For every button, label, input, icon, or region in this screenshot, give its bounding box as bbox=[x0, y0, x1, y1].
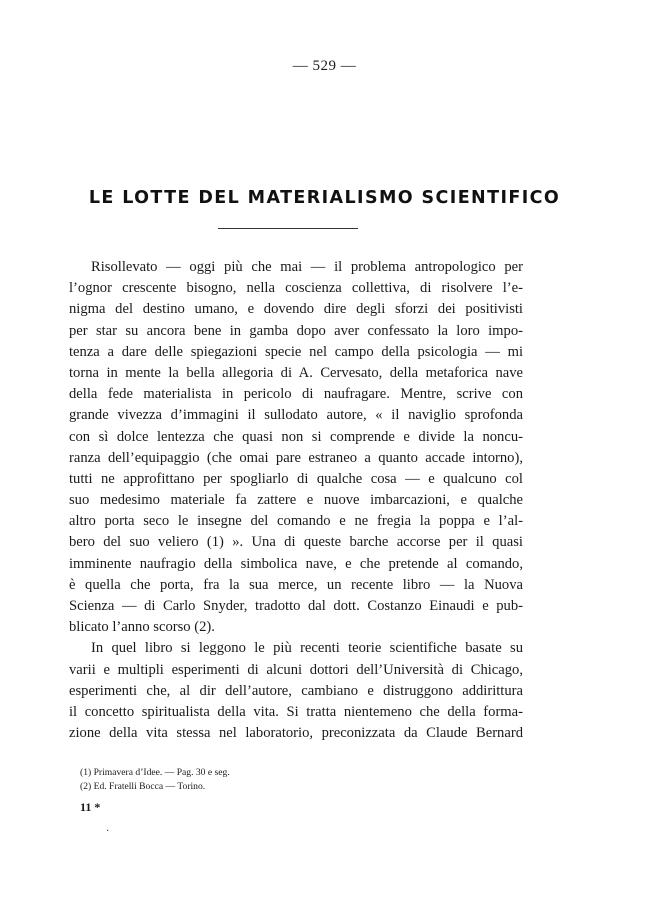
text-line: altro porta seco le insegne del comando e ne fregia la poppa e l’al- bbox=[69, 513, 523, 530]
text-line: blicato l’anno scorso (2). bbox=[69, 619, 215, 636]
footnotes bbox=[80, 766, 480, 794]
text-line: In quel libro si leggono le più recenti teorie scientifiche basate su bbox=[91, 640, 523, 657]
paragraph-1 bbox=[69, 257, 523, 638]
text-line: imminente naufragio della simbolica nave, e che pretende al comando, bbox=[69, 555, 523, 572]
signature-mark: 11 * bbox=[80, 800, 101, 814]
text-line: Risollevato — oggi più che mai — il problema antropologico per bbox=[91, 259, 523, 275]
page-number: — 529 — bbox=[292, 58, 357, 74]
text-line: grande vivezza d’immagini il sullodato autore, « il naviglio sprofonda bbox=[69, 407, 523, 424]
footnote-2: (2) Ed. Fratelli Bocca — Torino. bbox=[80, 781, 206, 792]
paragraph-2 bbox=[69, 638, 523, 744]
speck-mark: · bbox=[106, 826, 110, 837]
text-line: torna in mente la bella allegoria di A. Cervesato, della metaforica nave bbox=[69, 364, 523, 381]
text-line: tutti ne approfittano per spogliarlo di qualche cosa — e qualcuno col bbox=[69, 470, 523, 487]
text-line: bero del suo veliero (1) ». Una di queste barche accorse per il quasi bbox=[69, 534, 523, 551]
text-line: esperimenti che, al dir dell’autore, cambiano e distruggono addirittura bbox=[69, 682, 523, 699]
title-rule bbox=[218, 228, 358, 229]
text-line: nigma del destino umano, e dovendo dire degli sforzi dei positivisti bbox=[69, 301, 523, 318]
text-line: per star su ancora bene in gamba dopo aver confessato la loro impo- bbox=[69, 322, 523, 339]
text-line: tenza a dare delle spiegazioni specie nel campo della psicologia — mi bbox=[69, 343, 523, 360]
text-line: Scienza — di Carlo Snyder, tradotto dal dott. Costanzo Einaudi e pub- bbox=[69, 598, 523, 614]
text-line: suo medesimo materiale fa zattere e nuove imbarcazioni, e qualche bbox=[69, 492, 523, 509]
chapter-title: LE LOTTE DEL MATERIALISMO SCIENTIFICO bbox=[88, 188, 561, 208]
text-line: varii e multipli esperimenti di alcuni dottori dell’Università di Chicago, bbox=[69, 661, 523, 678]
text-line: con sì dolce lentezza che quasi non si comprende e divide la noncu- bbox=[69, 428, 523, 445]
text-line: l’ognor crescente bisogno, nella coscienza collettiva, di risolvere l’e- bbox=[69, 280, 523, 297]
footnote-1: (1) Primavera d’Idee. — Pag. 30 e seg. bbox=[80, 767, 230, 778]
text-line: della fede materialista in pericolo di naufragare. Mentre, scrive con bbox=[69, 386, 523, 403]
text-line: è quella che porta, fra la sua merce, un recente libro — la Nuova bbox=[69, 576, 523, 593]
text-line: zione della vita stessa nel laboratorio, preconizzata da Claude Bernard bbox=[69, 725, 523, 742]
text-line: il concetto spiritualista della vita. Si tratta nientemeno che della forma- bbox=[69, 703, 523, 720]
text-line: ranza dell’equipaggio (che omai pare estraneo a quanto accade intorno), bbox=[69, 449, 523, 466]
body-text bbox=[69, 257, 523, 744]
